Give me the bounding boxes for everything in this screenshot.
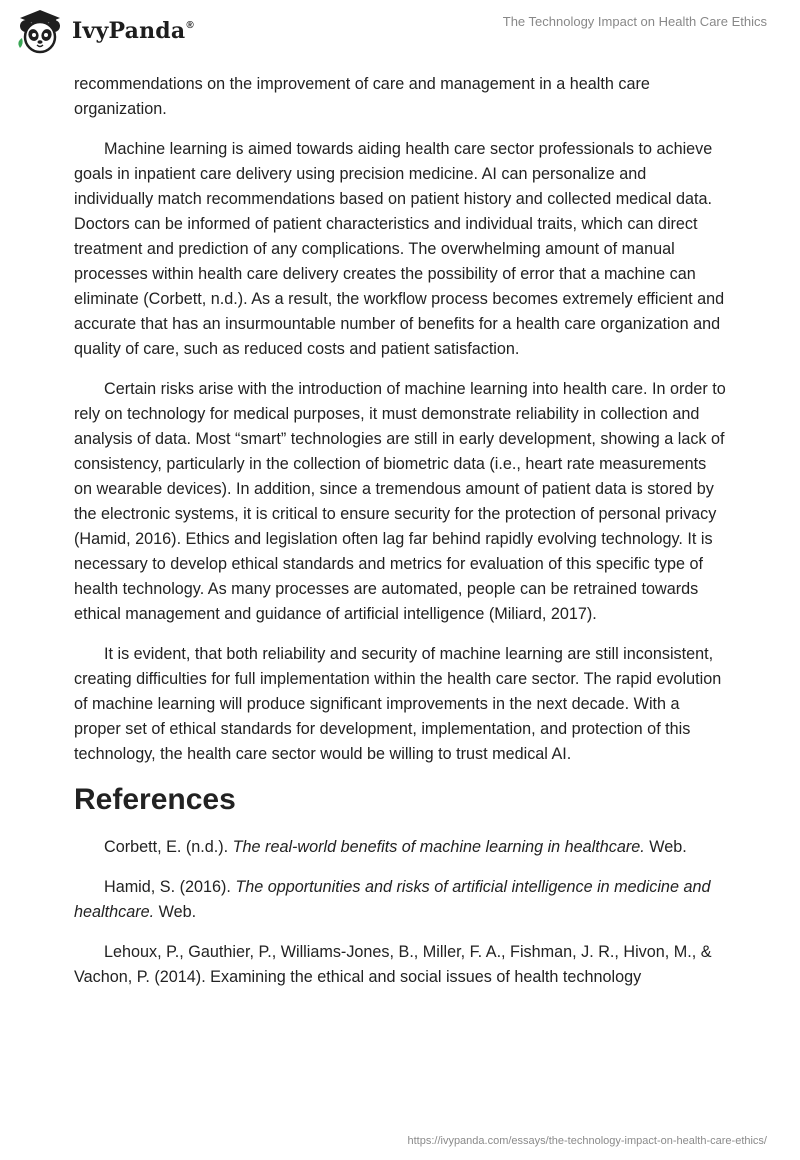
paragraph: It is evident, that both reliability and security of machine learning are still inconsistent, creating difficulties for full implementation within the health care sector. The rapid evolution of machine learning will produce significant improvements in the next decade. With a proper set of ethical standards for development, implementation, and protection of this technology, the health care sector would be willing to trust medical AI. (74, 645, 722, 763)
document-title: The Technology Impact on Health Care Ethics (502, 14, 767, 29)
paragraph: recommendations on the improvement of care and management in a health care organization. (74, 75, 650, 118)
paragraph: Machine learning is aimed towards aiding health care sector professionals to achieve goals in inpatient care delivery using precision medicine. AI can personalize and individually match recommendations based on patient history and collected medical data. Doctors can be informed of patient characteristics and individual traits, which can direct treatment and prediction of any complications. The overwhelming amount of manual processes within health care delivery creates the possibility of error that a machine can eliminate (Corbett, n.d.). As a result, the workflow process becomes extremely efficient and accurate that has an insurmountable number of benefits for a health care organization and quality of care, such as reduced costs and patient satisfaction. (74, 140, 725, 358)
logo[interactable] (14, 8, 194, 54)
reference-item: Hamid, S. (2016). The opportunities and risks of artificial intelligence in medicine and healthcare. Web. (74, 878, 711, 921)
references-heading: References (74, 783, 236, 816)
paragraph: Certain risks arise with the introduction of machine learning into health care. In order to rely on technology for medical purposes, it must demonstrate reliability in collection and analysis of data. Most “smart” technologies are still in early development, showing a lack of consistency, particularly in the collection of biometric data (i.e., heart rate measurements on wearable devices). In addition, since a tremendous amount of patient data is stored by the electronic systems, it is critical to ensure security for the protection of personal privacy (Hamid, 2016). Ethics and legislation often lag far behind rapidly evolving technology. It is necessary to develop ethical standards and metrics for evaluation of this specific type of health technology. As many processes are automated, people can be retrained towards ethical management and guidance of artificial intelligence (Miliard, 2017). (74, 380, 726, 623)
reference-item: Corbett, E. (n.d.). The real-world benefits of machine learning in healthcare. Web. (104, 838, 687, 856)
brand-name: IvyPanda® (72, 18, 194, 44)
page-header (0, 0, 800, 70)
reference-item: Lehoux, P., Gauthier, P., Williams-Jones, B., Miller, F. A., Fishman, J. R., Hivon, M., & Vachon, P. (2014). Examining the ethical and social issues of health technology (74, 943, 712, 986)
essay-content (74, 72, 728, 1005)
source-url[interactable]: https://ivypanda.com/essays/the-technology-impact-on-health-care-ethics/ (407, 1135, 767, 1147)
panda-logo-icon (14, 8, 66, 54)
